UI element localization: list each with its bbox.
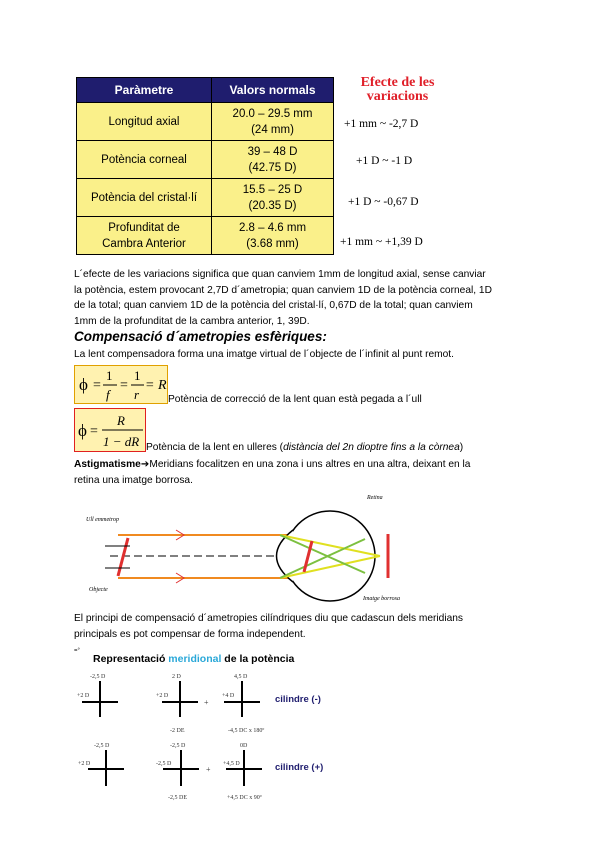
svg-text:Objecte: Objecte [89, 587, 108, 593]
effects-paragraph: L´efecte de les variacions significa que quan canviem 1mm de longitud axial, sense canviar la potència, estem provocant 2,7D d´ametropia; quan canviem 1D de la potència corneal, 1D de la total; quan canviem 1D de la potència del cristal·lí, 0,67D de la total; quan canviem 1mm de la profunditat de la cambra anterior, 1, 39D. [74, 269, 492, 327]
svg-text:=: = [93, 378, 101, 393]
param-cell: Potència corneal [77, 141, 212, 179]
svg-text:R: R [117, 413, 125, 428]
param-cell: Profunditat de Cambra Anterior [77, 217, 212, 255]
param-cell: Longitud axial [77, 103, 212, 141]
cylinder-plus-label: cilindre (+) [275, 762, 324, 773]
svg-text:1: 1 [106, 368, 113, 383]
meridian-horizontal [162, 701, 198, 703]
svg-text:1: 1 [134, 368, 141, 383]
value-cell: 39 – 48 D (42.75 D) [212, 141, 334, 179]
effect-item: +1 mm ~ -2,7 D [344, 118, 419, 130]
svg-text:= R: = R [145, 378, 167, 393]
meridian-horizontal [88, 768, 124, 770]
formula1-caption: Potència de correcció de la lent quan està pegada a l´ull [168, 394, 422, 405]
svg-text:=: = [120, 378, 128, 393]
meridian-vertical [241, 681, 243, 717]
table-row [77, 217, 334, 255]
value-cell: 15.5 – 25 D (20.35 D) [212, 179, 334, 217]
svg-text:Ull emmetrop: Ull emmetrop [86, 517, 119, 523]
effect-item: +1 D ~ -1 D [356, 155, 413, 167]
small-mark: =° [74, 648, 80, 654]
meridian-horizontal [163, 768, 199, 770]
value-cell: 20.0 – 29.5 mm (24 mm) [212, 103, 334, 141]
formula2-caption: Potència de la lent en ulleres (distància del 2n dioptre fins a la còrnea) [146, 442, 464, 453]
astigmatism-eye-diagram [80, 488, 410, 603]
effects-title: Efecte de les variacions [360, 75, 435, 104]
table-row [77, 179, 334, 217]
svg-text:ϕ: ϕ [78, 421, 87, 440]
svg-text:Retina: Retina [367, 495, 383, 501]
table-row [77, 103, 334, 141]
svg-text:=: = [90, 424, 98, 439]
svg-text:Imatge borrosa: Imatge borrosa [363, 596, 400, 602]
lens-text: La lent compensadora forma una imatge virtual de l´objecte de l´infinit al punt remot. [74, 349, 454, 360]
rep-heading: Representació meridional de la potència [93, 653, 295, 665]
svg-text:1 − dR: 1 − dR [103, 434, 140, 449]
formula-contact-lens [74, 365, 168, 404]
meridian-horizontal [226, 768, 262, 770]
meridian-horizontal [82, 701, 118, 703]
meridian-vertical [179, 681, 181, 717]
value-cell: 2.8 – 4.6 mm (3.68 mm) [212, 217, 334, 255]
meridian-horizontal [224, 701, 260, 703]
svg-text:f: f [106, 387, 110, 402]
svg-text:ϕ: ϕ [79, 375, 88, 394]
cylindrical-paragraph: El principi de compensació d´ametropies cilíndriques diu que cadascun dels meridians principals es pot compensar de forma independent. [74, 613, 464, 640]
header-normal-values: Valors normals [212, 78, 334, 103]
formula2-svg [75, 409, 145, 451]
table-row [77, 141, 334, 179]
meridian-vertical [99, 681, 101, 717]
formula-spectacles [74, 408, 146, 452]
svg-text:r: r [134, 387, 140, 402]
cylinder-minus-label: cilindre (-) [275, 694, 321, 705]
effect-item: +1 mm ~ +1,39 D [340, 236, 423, 248]
effect-item: +1 D ~ -0,67 D [348, 196, 419, 208]
astigmatism-text: Astigmatisme➔Meridians focalitzen en una zona i uns altres en una altra, deixant en la retina una imatge borrosa. [74, 459, 471, 486]
header-parameter: Paràmetre [77, 78, 212, 103]
param-cell: Potència del cristal·lí [77, 179, 212, 217]
formula1-svg [75, 366, 167, 403]
section-heading: Compensació d´ametropies esfèriques: [74, 329, 327, 344]
parameters-table [76, 77, 334, 255]
